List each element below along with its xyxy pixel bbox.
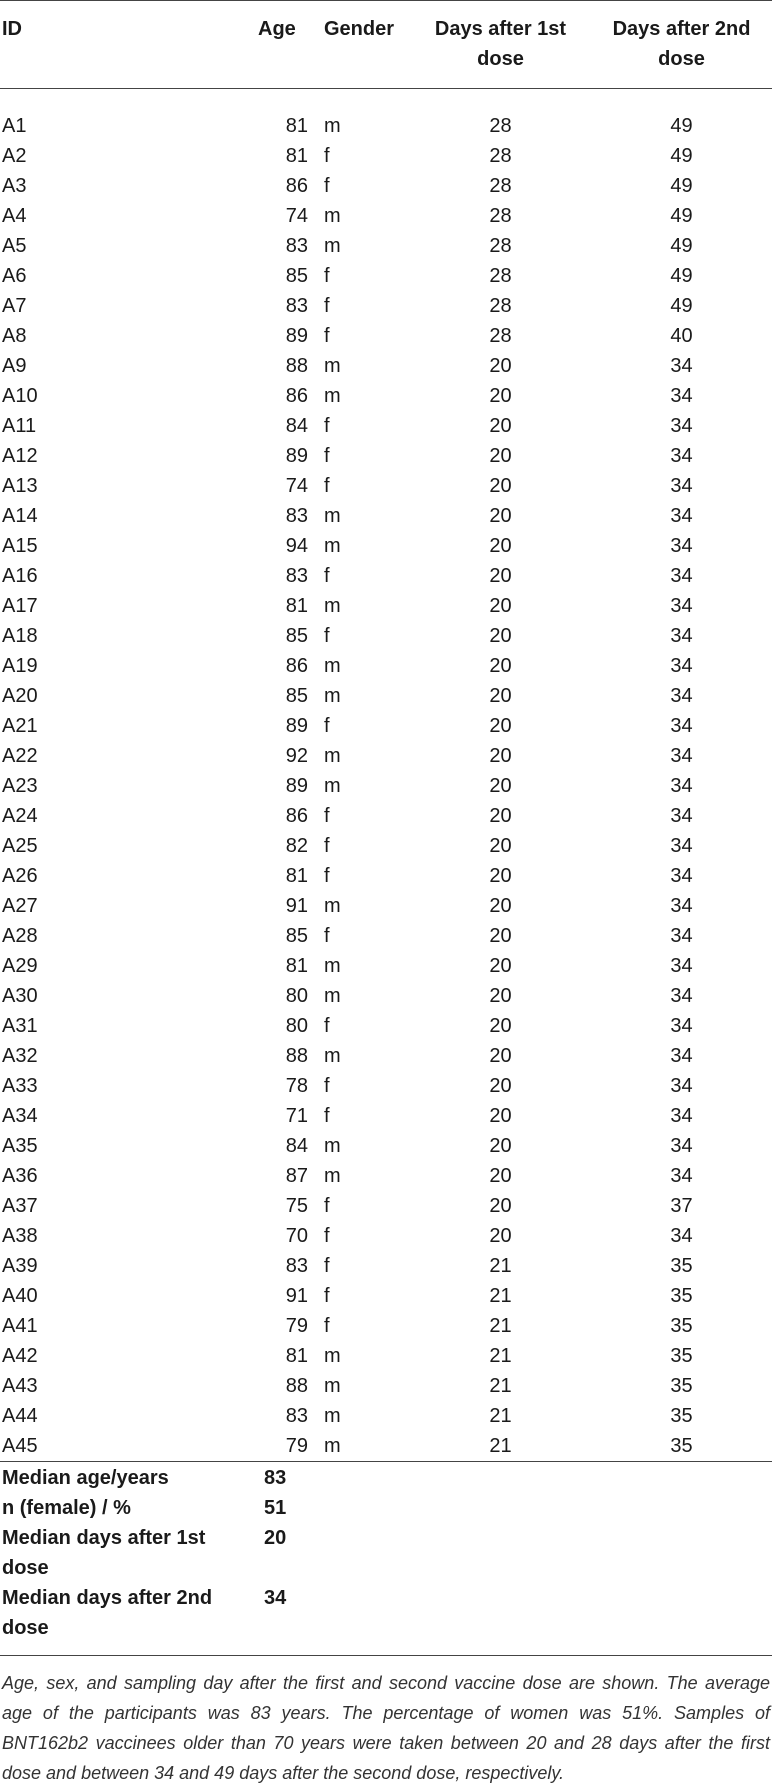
cell-gender: f: [324, 145, 330, 167]
cell-days-after-2nd-dose: 34: [670, 985, 693, 1007]
summary-label: Median days after 2nd dose: [2, 1587, 213, 1639]
cell-days-after-2nd-dose: 34: [670, 1045, 693, 1067]
table-row: [0, 1161, 772, 1191]
cell-gender: f: [324, 565, 330, 587]
cell-days-after-2nd-dose: 35: [670, 1285, 693, 1307]
cell-gender: m: [324, 655, 341, 677]
cell-id: A2: [2, 145, 27, 167]
cell-id: A11: [2, 415, 37, 437]
cell-id: A6: [2, 265, 27, 287]
table-row: [0, 921, 772, 951]
cell-days-after-1st-dose: 21: [489, 1285, 512, 1307]
cell-age: 80: [285, 1015, 308, 1037]
cell-age: 83: [285, 565, 308, 587]
cell-id: A7: [2, 295, 27, 317]
table-row: [0, 1131, 772, 1161]
cell-id: A34: [2, 1105, 38, 1127]
cell-days-after-2nd-dose: 49: [670, 205, 693, 227]
cell-days-after-1st-dose: 21: [489, 1345, 512, 1367]
summary-label: Median days after 1st dose: [2, 1527, 206, 1579]
cell-days-after-2nd-dose: 49: [670, 235, 693, 257]
cell-days-after-2nd-dose: 34: [670, 445, 693, 467]
cell-days-after-2nd-dose: 34: [670, 715, 693, 737]
summary-empty-cell: [316, 1583, 772, 1655]
cell-age: 87: [285, 1165, 308, 1187]
cell-age: 75: [285, 1195, 308, 1217]
cell-age: 71: [285, 1105, 308, 1127]
cell-days-after-2nd-dose: 34: [670, 595, 693, 617]
cell-gender: m: [324, 205, 341, 227]
table-row: [0, 321, 772, 351]
cell-id: A5: [2, 235, 27, 257]
cell-gender: m: [324, 745, 341, 767]
cell-gender: f: [324, 175, 330, 197]
cell-id: A15: [2, 535, 38, 557]
cell-age: 81: [285, 145, 308, 167]
cell-days-after-1st-dose: 28: [489, 235, 512, 257]
cell-gender: f: [324, 715, 330, 737]
table-row: [0, 89, 772, 142]
cell-id: A39: [2, 1255, 38, 1277]
cell-days-after-2nd-dose: 35: [670, 1255, 693, 1277]
cell-id: A20: [2, 685, 38, 707]
cell-days-after-1st-dose: 20: [489, 655, 512, 677]
table-row: [0, 951, 772, 981]
cell-days-after-1st-dose: 20: [489, 955, 512, 977]
cell-id: A33: [2, 1075, 38, 1097]
table-row: [0, 831, 772, 861]
summary-value: 51: [264, 1497, 287, 1519]
cell-gender: f: [324, 415, 330, 437]
cell-age: 74: [285, 205, 308, 227]
table-row: [0, 1431, 772, 1462]
cell-id: A13: [2, 475, 38, 497]
table-row: [0, 801, 772, 831]
cell-days-after-1st-dose: 20: [489, 1225, 512, 1247]
cell-age: 81: [285, 955, 308, 977]
cell-days-after-2nd-dose: 35: [670, 1315, 693, 1337]
cell-id: A26: [2, 865, 38, 887]
cell-gender: f: [324, 1255, 330, 1277]
cell-age: 81: [285, 595, 308, 617]
cell-days-after-2nd-dose: 34: [670, 865, 693, 887]
table-row: [0, 1041, 772, 1071]
cell-id: A4: [2, 205, 27, 227]
table-row: [0, 651, 772, 681]
summary-row: [0, 1583, 772, 1655]
cell-id: A31: [2, 1015, 38, 1037]
cell-days-after-2nd-dose: 34: [670, 655, 693, 677]
cell-id: A1: [2, 115, 27, 137]
cell-gender: m: [324, 235, 341, 257]
summary-empty-cell: [316, 1462, 772, 1494]
table-row: [0, 1071, 772, 1101]
cell-days-after-2nd-dose: 34: [670, 535, 693, 557]
table-row: [0, 381, 772, 411]
header-row: [0, 1, 772, 89]
cell-age: 92: [285, 745, 308, 767]
table-row: [0, 1401, 772, 1431]
cell-gender: f: [324, 1195, 330, 1217]
cell-days-after-2nd-dose: 34: [670, 565, 693, 587]
cell-gender: f: [324, 265, 330, 287]
table-row: [0, 1341, 772, 1371]
cell-days-after-1st-dose: 20: [489, 1135, 512, 1157]
cell-days-after-1st-dose: 20: [489, 445, 512, 467]
table-row: [0, 741, 772, 771]
column-header-gender: Gender: [316, 1, 410, 89]
table-header: [0, 1, 772, 89]
cell-age: 89: [285, 715, 308, 737]
cell-gender: m: [324, 1435, 341, 1457]
table-footnote: Age, sex, and sampling day after the first and second vaccine dose are shown. The average age of the participants was 83 years. The percentage of women was 51%. Samples of BNT162b2 vaccinees older than 70 years were taken between 20 and 28 days after the first dose and between 34 and 49 days after the second dose, respectively.: [0, 1655, 772, 1788]
cell-age: 89: [285, 775, 308, 797]
cell-days-after-2nd-dose: 34: [670, 925, 693, 947]
cell-id: A3: [2, 175, 27, 197]
table-row: [0, 231, 772, 261]
table-row: [0, 1191, 772, 1221]
cell-days-after-2nd-dose: 34: [670, 895, 693, 917]
cell-id: A42: [2, 1345, 38, 1367]
cell-id: A19: [2, 655, 38, 677]
cell-id: A41: [2, 1315, 38, 1337]
cell-days-after-1st-dose: 20: [489, 355, 512, 377]
cell-gender: m: [324, 505, 341, 527]
table-row: [0, 1101, 772, 1131]
summary-value: 34: [264, 1587, 287, 1609]
cell-id: A45: [2, 1435, 38, 1457]
cell-gender: f: [324, 1105, 330, 1127]
cell-days-after-2nd-dose: 40: [670, 325, 693, 347]
cell-id: A40: [2, 1285, 38, 1307]
table-row: [0, 711, 772, 741]
cell-gender: m: [324, 535, 341, 557]
cell-id: A14: [2, 505, 38, 527]
table-row: [0, 681, 772, 711]
cell-days-after-2nd-dose: 34: [670, 805, 693, 827]
cell-days-after-1st-dose: 20: [489, 565, 512, 587]
cell-gender: f: [324, 1315, 330, 1337]
cell-days-after-2nd-dose: 35: [670, 1345, 693, 1367]
cell-days-after-2nd-dose: 49: [670, 295, 693, 317]
cell-days-after-2nd-dose: 35: [670, 1375, 693, 1397]
table-row: [0, 1281, 772, 1311]
summary-row: [0, 1523, 772, 1583]
summary-empty-cell: [316, 1493, 772, 1523]
summary-row: [0, 1462, 772, 1494]
cell-days-after-2nd-dose: 35: [670, 1435, 693, 1457]
cell-age: 88: [285, 1045, 308, 1067]
cell-id: A44: [2, 1405, 38, 1427]
cell-id: A37: [2, 1195, 38, 1217]
cell-days-after-1st-dose: 20: [489, 835, 512, 857]
cell-gender: f: [324, 475, 330, 497]
cell-days-after-1st-dose: 21: [489, 1435, 512, 1457]
column-header-id: ID: [0, 1, 250, 89]
cell-days-after-1st-dose: 21: [489, 1405, 512, 1427]
cell-id: A35: [2, 1135, 38, 1157]
cell-id: A12: [2, 445, 38, 467]
cell-days-after-2nd-dose: 34: [670, 1165, 693, 1187]
cell-id: A16: [2, 565, 38, 587]
cell-age: 84: [285, 415, 308, 437]
column-header-days-after-1st-dose: Days after 1st dose: [410, 1, 591, 89]
table-row: [0, 621, 772, 651]
cell-days-after-1st-dose: 21: [489, 1255, 512, 1277]
cell-days-after-2nd-dose: 34: [670, 475, 693, 497]
cell-days-after-1st-dose: 21: [489, 1375, 512, 1397]
cell-id: A24: [2, 805, 38, 827]
cell-days-after-2nd-dose: 34: [670, 1075, 693, 1097]
cell-gender: f: [324, 1225, 330, 1247]
cell-gender: f: [324, 1075, 330, 1097]
cell-days-after-1st-dose: 20: [489, 745, 512, 767]
cell-age: 84: [285, 1135, 308, 1157]
table-row: [0, 861, 772, 891]
cell-id: A10: [2, 385, 38, 407]
cell-gender: m: [324, 595, 341, 617]
cell-age: 82: [285, 835, 308, 857]
cell-days-after-2nd-dose: 37: [670, 1195, 693, 1217]
table-row: [0, 1311, 772, 1341]
cell-days-after-1st-dose: 20: [489, 1045, 512, 1067]
table-row: [0, 1371, 772, 1401]
summary-value: 20: [264, 1527, 287, 1549]
cell-gender: f: [324, 835, 330, 857]
cell-age: 81: [285, 115, 308, 137]
cell-gender: m: [324, 895, 341, 917]
cell-gender: m: [324, 775, 341, 797]
cell-age: 88: [285, 355, 308, 377]
cell-days-after-1st-dose: 28: [489, 175, 512, 197]
cell-days-after-2nd-dose: 34: [670, 745, 693, 767]
cell-days-after-1st-dose: 20: [489, 865, 512, 887]
table-row: [0, 771, 772, 801]
cell-age: 70: [285, 1225, 308, 1247]
cell-gender: f: [324, 1285, 330, 1307]
cell-age: 89: [285, 325, 308, 347]
table-row: [0, 351, 772, 381]
cell-gender: f: [324, 805, 330, 827]
cell-days-after-1st-dose: 20: [489, 805, 512, 827]
cell-age: 86: [285, 385, 308, 407]
summary-label: n (female) / %: [2, 1497, 131, 1519]
cell-days-after-2nd-dose: 35: [670, 1405, 693, 1427]
cell-id: A36: [2, 1165, 38, 1187]
cell-id: A38: [2, 1225, 38, 1247]
table-row: [0, 891, 772, 921]
column-header-age: Age: [250, 1, 316, 89]
cell-age: 91: [285, 895, 308, 917]
cell-age: 83: [285, 295, 308, 317]
cell-id: A28: [2, 925, 38, 947]
cell-gender: m: [324, 355, 341, 377]
cell-gender: f: [324, 625, 330, 647]
cell-gender: m: [324, 1375, 341, 1397]
table-row: [0, 1251, 772, 1281]
table-row: [0, 561, 772, 591]
cell-days-after-1st-dose: 20: [489, 625, 512, 647]
table-body: [0, 89, 772, 1462]
cell-days-after-1st-dose: 28: [489, 265, 512, 287]
cell-days-after-2nd-dose: 34: [670, 1015, 693, 1037]
cell-gender: f: [324, 295, 330, 317]
cell-age: 80: [285, 985, 308, 1007]
cell-id: A21: [2, 715, 38, 737]
cell-id: A30: [2, 985, 38, 1007]
cell-days-after-1st-dose: 20: [489, 595, 512, 617]
cell-age: 83: [285, 1255, 308, 1277]
cell-days-after-1st-dose: 20: [489, 925, 512, 947]
summary-row: [0, 1493, 772, 1523]
cell-age: 79: [285, 1315, 308, 1337]
cell-days-after-2nd-dose: 49: [670, 145, 693, 167]
cell-days-after-2nd-dose: 34: [670, 625, 693, 647]
cell-days-after-1st-dose: 28: [489, 115, 512, 137]
cell-days-after-2nd-dose: 34: [670, 955, 693, 977]
cell-days-after-1st-dose: 20: [489, 1165, 512, 1187]
cell-age: 94: [285, 535, 308, 557]
cell-id: A18: [2, 625, 38, 647]
cell-days-after-2nd-dose: 34: [670, 685, 693, 707]
summary-section: [0, 1462, 772, 1656]
cell-days-after-1st-dose: 20: [489, 1075, 512, 1097]
cell-age: 89: [285, 445, 308, 467]
cell-days-after-1st-dose: 20: [489, 985, 512, 1007]
cell-days-after-1st-dose: 20: [489, 385, 512, 407]
cell-id: A22: [2, 745, 38, 767]
cell-id: A27: [2, 895, 38, 917]
cell-days-after-1st-dose: 20: [489, 475, 512, 497]
cell-days-after-2nd-dose: 34: [670, 1105, 693, 1127]
cell-days-after-1st-dose: 20: [489, 535, 512, 557]
cell-gender: m: [324, 985, 341, 1007]
table-row: [0, 591, 772, 621]
table-row: [0, 411, 772, 441]
cell-id: A29: [2, 955, 38, 977]
cell-gender: f: [324, 865, 330, 887]
cell-id: A32: [2, 1045, 38, 1067]
cell-age: 86: [285, 175, 308, 197]
cell-days-after-2nd-dose: 34: [670, 835, 693, 857]
cell-days-after-1st-dose: 28: [489, 325, 512, 347]
cell-gender: f: [324, 1015, 330, 1037]
cell-age: 83: [285, 1405, 308, 1427]
cell-age: 78: [285, 1075, 308, 1097]
cell-gender: m: [324, 1405, 341, 1427]
cell-age: 83: [285, 235, 308, 257]
cell-gender: m: [324, 955, 341, 977]
cell-days-after-2nd-dose: 34: [670, 1135, 693, 1157]
cell-id: A8: [2, 325, 27, 347]
cell-age: 86: [285, 805, 308, 827]
cell-id: A9: [2, 355, 27, 377]
cell-age: 85: [285, 925, 308, 947]
cell-age: 81: [285, 1345, 308, 1367]
table-row: [0, 501, 772, 531]
cell-gender: m: [324, 685, 341, 707]
cell-days-after-1st-dose: 20: [489, 685, 512, 707]
cell-days-after-1st-dose: 28: [489, 205, 512, 227]
cell-days-after-2nd-dose: 49: [670, 175, 693, 197]
cell-days-after-1st-dose: 20: [489, 505, 512, 527]
table-row: [0, 201, 772, 231]
table-row: [0, 531, 772, 561]
cell-gender: f: [324, 325, 330, 347]
cell-gender: m: [324, 115, 341, 137]
cell-days-after-2nd-dose: 34: [670, 1225, 693, 1247]
cell-days-after-2nd-dose: 34: [670, 355, 693, 377]
cell-age: 74: [285, 475, 308, 497]
cell-days-after-1st-dose: 28: [489, 145, 512, 167]
column-header-days-after-2nd-dose: Days after 2nd dose: [591, 1, 772, 89]
cell-gender: m: [324, 385, 341, 407]
cell-gender: f: [324, 925, 330, 947]
cell-age: 88: [285, 1375, 308, 1397]
cell-days-after-1st-dose: 20: [489, 1195, 512, 1217]
table-row: [0, 981, 772, 1011]
cell-age: 85: [285, 265, 308, 287]
cell-age: 81: [285, 865, 308, 887]
cell-days-after-2nd-dose: 34: [670, 505, 693, 527]
cell-age: 91: [285, 1285, 308, 1307]
cell-id: A23: [2, 775, 38, 797]
table-row: [0, 141, 772, 171]
table-row: [0, 471, 772, 501]
cell-days-after-1st-dose: 20: [489, 775, 512, 797]
cell-days-after-1st-dose: 20: [489, 895, 512, 917]
cell-days-after-2nd-dose: 49: [670, 265, 693, 287]
cell-days-after-1st-dose: 20: [489, 1015, 512, 1037]
table-row: [0, 261, 772, 291]
cell-days-after-1st-dose: 20: [489, 415, 512, 437]
cell-gender: m: [324, 1165, 341, 1187]
table-row: [0, 1011, 772, 1041]
table-row: [0, 291, 772, 321]
cell-days-after-2nd-dose: 34: [670, 415, 693, 437]
cell-gender: m: [324, 1045, 341, 1067]
cell-days-after-1st-dose: 21: [489, 1315, 512, 1337]
cell-days-after-2nd-dose: 34: [670, 385, 693, 407]
cell-days-after-1st-dose: 20: [489, 715, 512, 737]
cell-age: 79: [285, 1435, 308, 1457]
cell-gender: f: [324, 445, 330, 467]
cell-age: 85: [285, 625, 308, 647]
cell-days-after-2nd-dose: 49: [670, 115, 693, 137]
cell-id: A17: [2, 595, 38, 617]
cell-id: A43: [2, 1375, 38, 1397]
table-row: [0, 1221, 772, 1251]
table-row: [0, 171, 772, 201]
cell-gender: m: [324, 1135, 341, 1157]
cell-days-after-1st-dose: 28: [489, 295, 512, 317]
cell-gender: m: [324, 1345, 341, 1367]
summary-value: 83: [250, 1462, 316, 1494]
cell-days-after-2nd-dose: 34: [670, 775, 693, 797]
cell-age: 83: [285, 505, 308, 527]
cell-age: 85: [285, 685, 308, 707]
cell-age: 86: [285, 655, 308, 677]
cell-id: A25: [2, 835, 38, 857]
cell-days-after-1st-dose: 20: [489, 1105, 512, 1127]
summary-empty-cell: [316, 1523, 772, 1583]
summary-label: Median age/years: [0, 1462, 250, 1494]
table-row: [0, 441, 772, 471]
